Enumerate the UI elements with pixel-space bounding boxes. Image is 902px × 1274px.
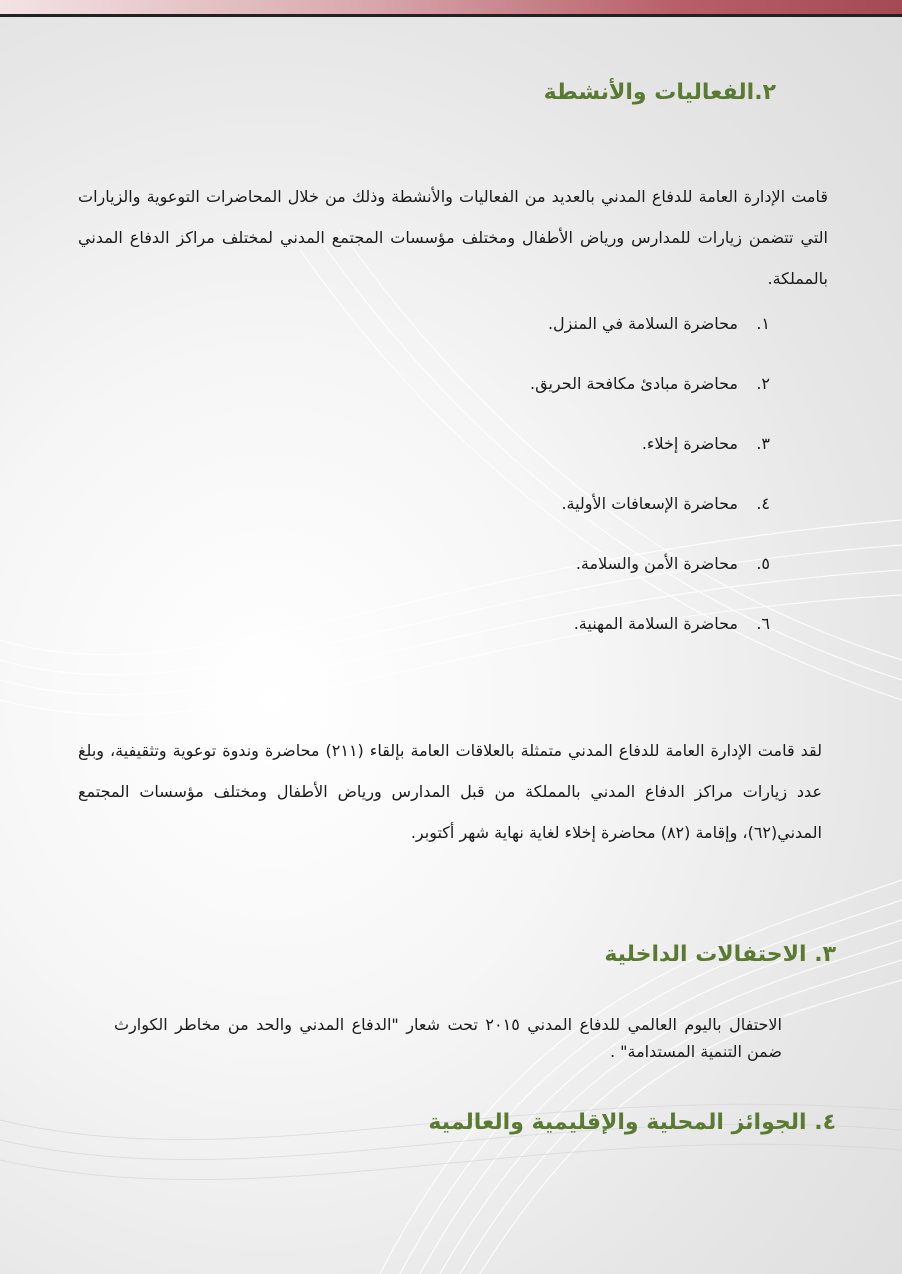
list-item-number: ٦. — [756, 614, 770, 633]
list-item-number: ١. — [756, 314, 770, 333]
section-4-heading: ٤. الجوائز المحلية والإقليمية والعالمية — [428, 1110, 836, 1135]
list-item — [530, 363, 770, 423]
section-3-heading: ٣. الاحتفالات الداخلية — [604, 942, 836, 967]
section-3-paragraph: الاحتفال باليوم العالمي للدفاع المدني ٢٠١٥ تحت شعار "الدفاع المدني والحد من مخاطر الكوارث ضمن التنمية المستدامة" . — [114, 1015, 782, 1061]
list-item — [530, 303, 770, 363]
section-2-heading: ٢.الفعاليات والأنشطة — [543, 80, 776, 105]
list-item-number: ٥. — [756, 554, 770, 573]
list-item-text: محاضرة مبادئ مكافحة الحريق. — [530, 374, 738, 393]
lectures-list — [530, 303, 770, 663]
list-item — [530, 423, 770, 483]
list-item-number: ٢. — [756, 374, 770, 393]
top-divider-line — [0, 14, 902, 17]
list-item-text: محاضرة الإسعافات الأولية. — [561, 494, 738, 513]
list-item — [530, 483, 770, 543]
list-item-number: ٣. — [756, 434, 770, 453]
section-2-summary-paragraph: لقد قامت الإدارة العامة للدفاع المدني متمثلة بالعلاقات العامة بإلقاء (٢١١) محاضرة وندوة توعوية وتثقيفية، وبلغ عدد زيارات مراكز الدفاع المدني بالمملكة من قبل المدارس ورياض الأطفال ومختلف مؤسسات المجتمع المدني(٦٢)، وإقامة (٨٢) محاضرة إخلاء لغاية نهاية شهر أكتوبر. — [78, 741, 823, 842]
top-decorative-band — [0, 0, 902, 14]
list-item-text: محاضرة السلامة المهنية. — [573, 614, 738, 633]
list-item-number: ٤. — [756, 494, 770, 513]
list-item-text: محاضرة السلامة في المنزل. — [547, 314, 738, 333]
list-item — [530, 543, 770, 603]
list-item — [530, 603, 770, 663]
list-item-text: محاضرة إخلاء. — [641, 434, 738, 453]
list-item-text: محاضرة الأمن والسلامة. — [575, 554, 738, 573]
section-2-intro-paragraph: قامت الإدارة العامة للدفاع المدني بالعديد من الفعاليات والأنشطة وذلك من خلال المحاضرات التوعوية والزيارات التي تتضمن زيارات للمدارس ورياض الأطفال ومختلف مؤسسات المجتمع المدني لمختلف مراكز الدفاع المدني بالمملكة. — [78, 187, 828, 288]
